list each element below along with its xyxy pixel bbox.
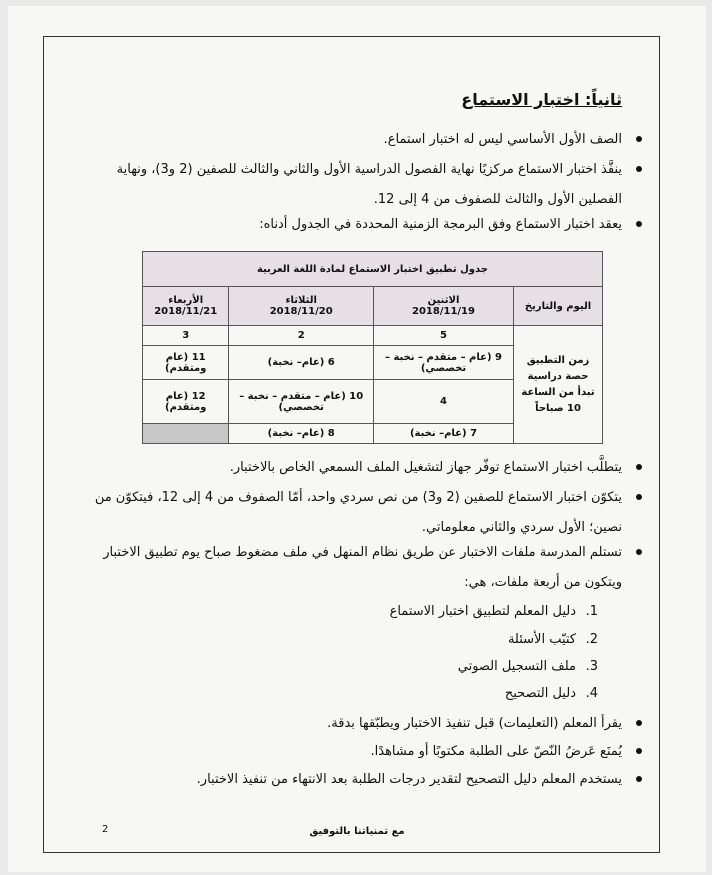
bullet-dot-icon (636, 549, 642, 555)
bullet-item (82, 765, 622, 795)
table-cell: 7 (عام– نخبة) (373, 424, 513, 444)
bullet-text: ينفَّذ اختبار الاستماع مركزيًا نهاية الفصول الدراسية الأول والثاني والثالث للصفين (2 و3)، ونهاية الفصلين الأول والثالث للصفوف من 4 إلى 12. (116, 162, 622, 207)
bullet-dot-icon (636, 776, 642, 782)
bullet-item (82, 709, 622, 739)
table-cell: 12 (عام ومتقدم) (143, 380, 229, 424)
list-item (390, 602, 598, 622)
bullet-item (82, 737, 622, 767)
table-cell: 10 (عام – متقدم – نخبة – تخصصي) (229, 380, 374, 424)
day-header: الاثنين 2018/11/19 (373, 287, 513, 326)
list-number: 2. (585, 632, 598, 647)
table-cell: 8 (عام– نخبة) (229, 424, 374, 444)
list-text: ملف التسجيل الصوتي (457, 659, 576, 674)
table-cell: 6 (عام– نخبة) (229, 346, 374, 380)
table-cell: 11 (عام ومتقدم) (143, 346, 229, 380)
bullet-text: تستلم المدرسة ملفات الاختبار عن طريق نظام المنهل في ملف مضغوط صباح يوم تطبيق الاختبار ويتكون من أربعة ملفات، هي: (103, 545, 622, 590)
bullet-dot-icon (636, 166, 642, 172)
day-header: الثلاثاء 2018/11/20 (229, 287, 374, 326)
list-text: كتيّب الأسئلة (507, 632, 576, 647)
bullet-text: يستخدم المعلم دليل التصحيح لتقدير درجات الطلبة بعد الانتهاء من تنفيذ الاختبار. (196, 772, 622, 787)
table-header-row (143, 287, 603, 326)
table-cell: 4 (373, 380, 513, 424)
bullet-dot-icon (636, 221, 642, 227)
list-item (508, 630, 598, 650)
day-header: الأربعاء 2018/11/21 (143, 287, 229, 326)
section-title: ثانياً: اختبار الاستماع (461, 90, 622, 109)
list-number: 3. (585, 659, 598, 674)
table-caption: جدول تطبيق اختبار الاستماع لمادة اللغة العربية (143, 252, 603, 287)
bullet-text: يعقد اختبار الاستماع وفق البرمجة الزمنية المحددة في الجدول أدناه: (259, 217, 622, 232)
list-item (458, 657, 598, 677)
list-number: 4. (585, 686, 598, 701)
table-cell: 3 (143, 326, 229, 346)
bullet-item (82, 125, 622, 155)
bullet-text: يُمنَع عَرضُ النّصّ على الطلبة مكتوبًا أو مشاهدًا. (370, 744, 622, 759)
row-header-label: اليوم والتاريخ (514, 287, 603, 326)
bullet-dot-icon (636, 136, 642, 142)
table-cell-empty (143, 424, 229, 444)
bullet-item (82, 210, 622, 240)
page-footer: مع تمنياتنا بالتوفيق (309, 826, 405, 837)
bullet-dot-icon (636, 720, 642, 726)
bullet-item (82, 483, 622, 543)
list-number: 1. (585, 604, 598, 619)
table-cell: 2 (229, 326, 374, 346)
bullet-text: الصف الأول الأساسي ليس له اختبار استماع. (383, 132, 622, 147)
bullet-text: يتطلَّب اختبار الاستماع توفّر جهاز لتشغيل الملف السمعي الخاص بالاختبار. (229, 460, 622, 475)
page-number: 2 (102, 824, 109, 835)
bullet-dot-icon (636, 748, 642, 754)
bullet-text: يتكوّن اختبار الاستماع للصفين (2 و3) من نص سردي واحد، أمّا الصفوف من 4 إلى 12، فيتكوّن من نصين؛ الأول سردي والثاني معلوماتي. (94, 490, 622, 535)
list-text: دليل المعلم لتطبيق اختبار الاستماع (389, 604, 576, 619)
bullet-item (82, 453, 622, 483)
table-cell: 5 (373, 326, 513, 346)
bullet-text: يقرأ المعلم (التعليمات) قبل تنفيذ الاختبار ويطبّقها بدقة. (327, 716, 622, 731)
table-cell: 9 (عام – متقدم – نخبة – تخصصي) (373, 346, 513, 380)
list-item (505, 684, 598, 704)
page-content (8, 6, 706, 872)
bullet-dot-icon (636, 494, 642, 500)
schedule-table (142, 251, 603, 444)
bullet-dot-icon (636, 464, 642, 470)
table-row (143, 326, 603, 346)
bullet-item (82, 538, 622, 598)
bullet-item (82, 155, 622, 215)
time-label: زمن التطبيق حصة دراسية تبدأ من الساعة 10 صباحاً (514, 326, 603, 444)
list-text: دليل التصحيح (504, 686, 576, 701)
